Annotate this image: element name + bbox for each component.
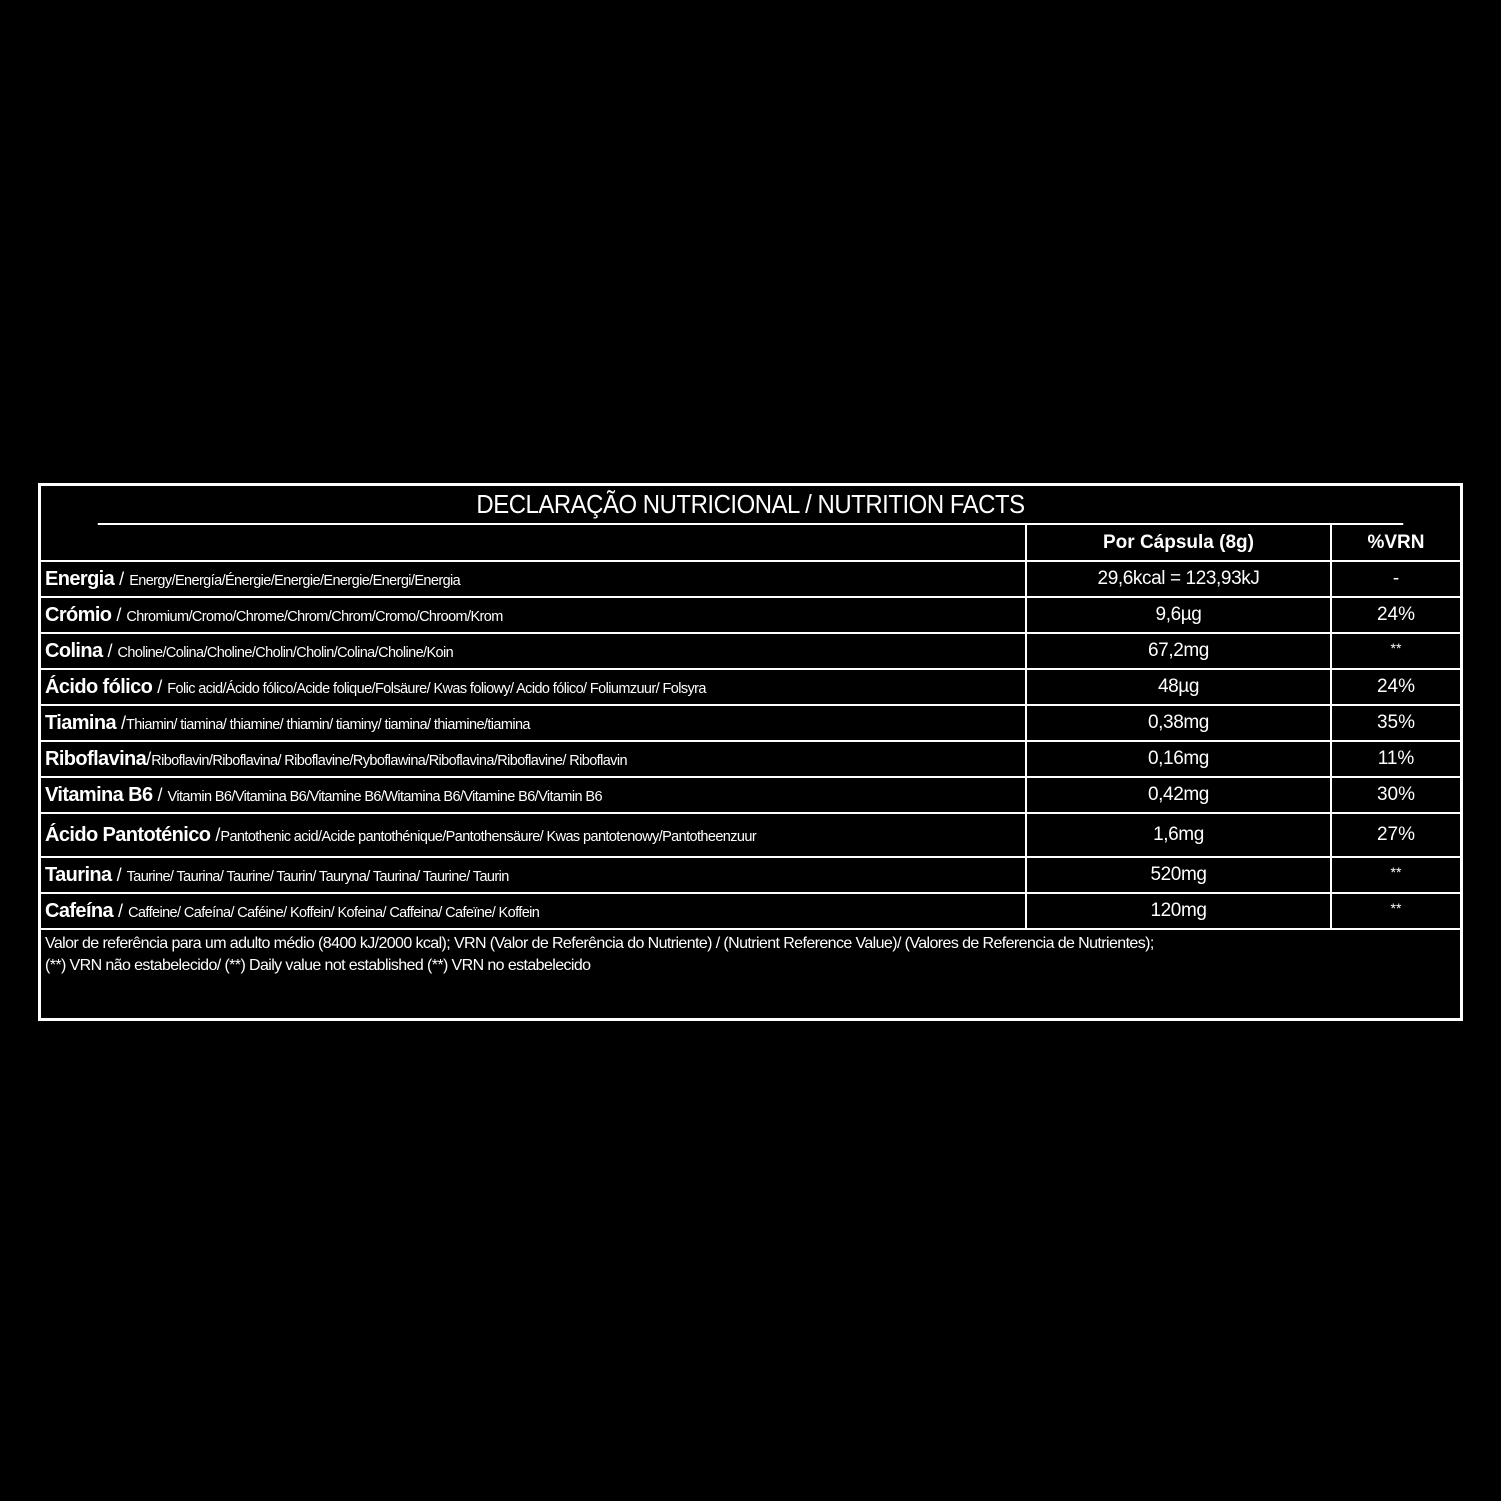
nutrient-separator: / [114,568,130,589]
footnote-line-2: (**) VRN não estabelecido/ (**) Daily value not established (**) VRN no estabelecido [45,957,591,974]
footnote [41,930,1460,980]
nutrient-vrn: 24% [1331,597,1460,633]
nutrient-separator: / [116,712,127,733]
nutrient-value: 29,6kcal = 123,93kJ [1026,561,1331,597]
nutrient-translations: Choline/Colina/Choline/Cholin/Cholin/Colina/Choline/Koin [117,644,454,661]
nutrient-value: 67,2mg [1026,633,1331,669]
nutrient-separator: / [152,676,168,697]
nutrient-value: 520mg [1026,857,1331,893]
nutrient-name: Vitamina B6 [45,783,153,806]
table-row [41,777,1460,813]
table-row [41,813,1460,857]
nutrient-name-cell [41,857,1026,893]
nutrient-value: 0,42mg [1026,777,1331,813]
nutrient-name-cell [41,741,1026,777]
nutrient-name: Ácido fólico [45,675,153,698]
nutrient-name-cell [41,705,1026,741]
nutrient-vrn: ** [1331,857,1460,893]
nutrient-separator: / [210,824,221,845]
nutrient-value: 48µg [1026,669,1331,705]
header-row [41,525,1460,561]
nutrient-translations: Riboflavin/Riboflavina/ Riboflavine/Ryboflawina/Riboflavina/Riboflavine/ Riboflavin [151,752,627,769]
nutrition-panel [38,483,1463,1021]
nutrient-vrn: 30% [1331,777,1460,813]
table-row [41,597,1460,633]
nutrient-translations: Thiamin/ tiamina/ thiamine/ thiamin/ tiaminy/ tiamina/ thiamine/tiamina [126,716,530,733]
nutrient-value: 1,6mg [1026,813,1331,857]
table-row [41,857,1460,893]
nutrient-name: Colina [45,639,103,662]
nutrient-vrn: 35% [1331,705,1460,741]
table-row [41,741,1460,777]
nutrient-name: Crómio [45,603,112,626]
nutrient-value: 9,6µg [1026,597,1331,633]
table-row [41,705,1460,741]
nutrient-translations: Taurine/ Taurina/ Taurine/ Taurin/ Tauryna/ Taurina/ Taurine/ Taurin [126,868,509,885]
footnote-line-1: Valor de referência para um adulto médio (8400 kJ/2000 kcal); VRN (Valor de Referência do Nutriente) / (Nutrient Reference Value)/ (Valores de Referencia de Nutrientes); [45,935,1154,952]
nutrient-separator: / [146,748,152,769]
nutrient-vrn: - [1331,561,1460,597]
header-vrn: %VRN [1331,525,1460,561]
nutrient-name-cell [41,893,1026,929]
nutrient-separator: / [111,604,127,625]
header-per-capsule: Por Cápsula (8g) [1026,525,1331,561]
nutrient-name: Taurina [45,863,112,886]
nutrient-separator: / [152,784,168,805]
nutrient-name-cell [41,561,1026,597]
header-name-cell [41,525,1026,561]
nutrient-translations: Vitamin B6/Vitamina B6/Vitamine B6/Witamina B6/Vitamine B6/Vitamin B6 [167,788,602,805]
nutrient-value: 0,38mg [1026,705,1331,741]
nutrient-value: 0,16mg [1026,741,1331,777]
nutrient-separator: / [111,864,127,885]
nutrient-name: Energia [45,567,115,590]
nutrient-vrn: 24% [1331,669,1460,705]
table-row [41,669,1460,705]
nutrient-translations: Caffeine/ Cafeína/ Caféine/ Koffein/ Kofeina/ Caffeina/ Cafeïne/ Koffein [128,904,540,921]
nutrient-name: Ácido Pantoténico [45,823,211,846]
nutrient-name-cell [41,633,1026,669]
nutrient-translations: Energy/Energía/Énergie/Energie/Energie/Energi/Energia [129,572,461,589]
nutrient-name: Riboflavina [45,747,147,770]
nutrient-name-cell [41,813,1026,857]
nutrient-vrn: ** [1331,633,1460,669]
nutrient-separator: / [102,640,118,661]
nutrient-name-cell [41,669,1026,705]
table-row [41,561,1460,597]
nutrient-translations: Pantothenic acid/Acide pantothénique/Pantothensäure/ Kwas pantotenowy/Pantotheenzuur [220,828,757,845]
table-title: DECLARAÇÃO NUTRICIONAL / NUTRITION FACTS [98,486,1403,525]
table-row [41,633,1460,669]
nutrient-separator: / [113,900,129,921]
nutrient-vrn: ** [1331,893,1460,929]
nutrition-table [41,525,1460,930]
table-row [41,893,1460,929]
nutrient-name-cell [41,597,1026,633]
nutrient-value: 120mg [1026,893,1331,929]
nutrient-vrn: 27% [1331,813,1460,857]
nutrient-name-cell [41,777,1026,813]
nutrient-vrn: 11% [1331,741,1460,777]
nutrient-translations: Chromium/Cromo/Chrome/Chrom/Chrom/Cromo/Chroom/Krom [126,608,503,625]
nutrient-name: Tiamina [45,711,117,734]
nutrient-name: Cafeína [45,899,114,922]
nutrient-translations: Folic acid/Ácido fólico/Acide folique/Folsäure/ Kwas foliowy/ Acido fólico/ Foliumzuur/ Folsyra [167,680,706,697]
